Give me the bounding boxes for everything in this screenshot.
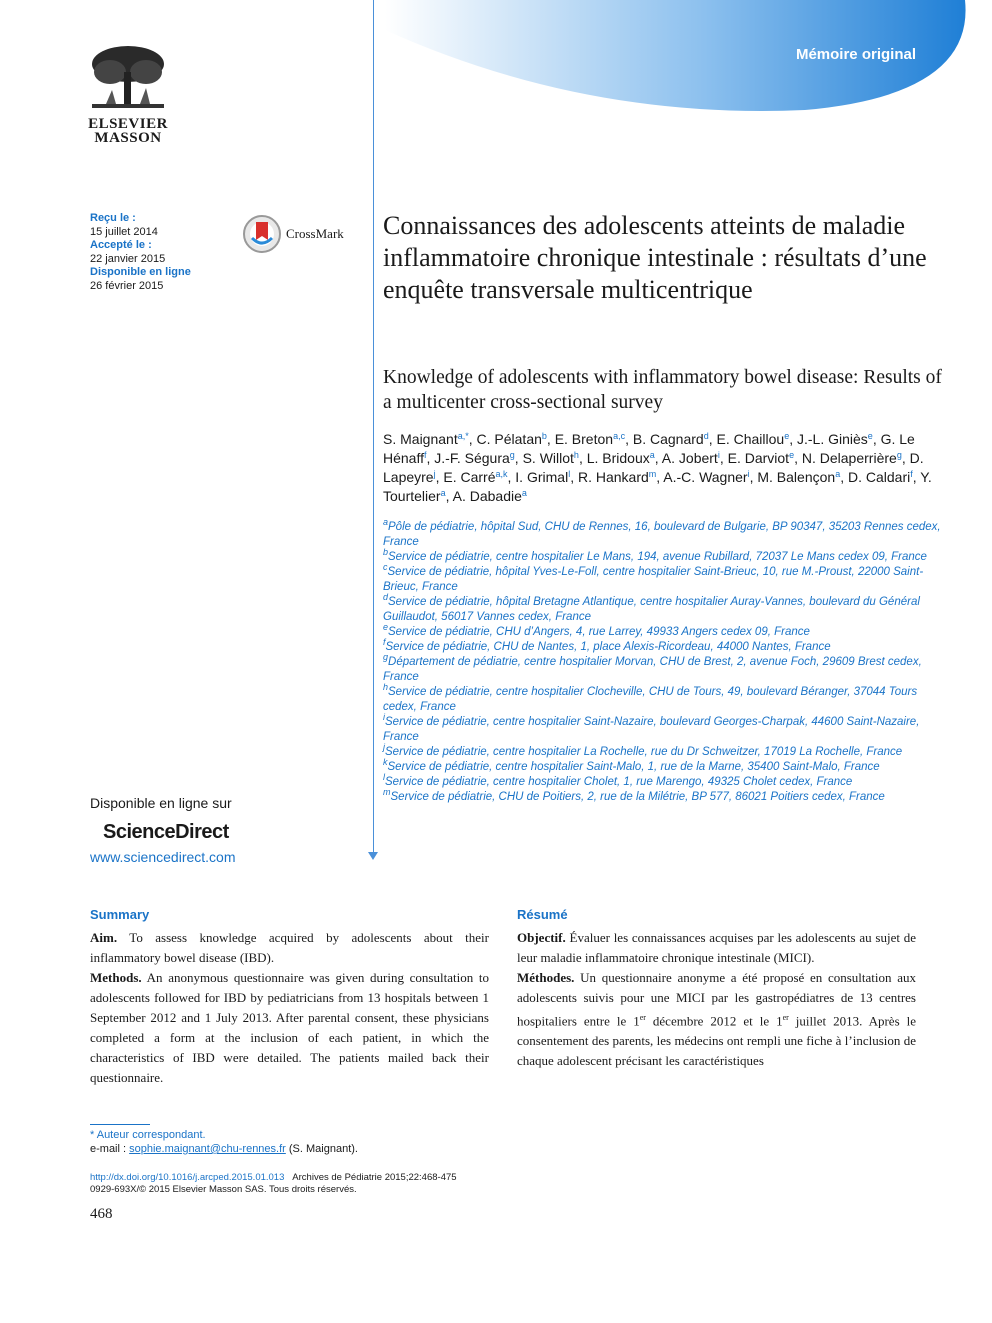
affiliation-item [383, 637, 943, 655]
article-title: Connaissances des adolescents atteints de maladie inflammatoire chronique intestinale : résultats d’une enquête transversale multicentrique [383, 211, 927, 304]
author-affiliation-mark: g [896, 450, 902, 460]
summary-heading: Summary [90, 907, 150, 922]
divider-arrow-icon [368, 852, 378, 860]
author-name: L. Bridoux [586, 450, 650, 466]
accepted-label: Accepté le : [90, 239, 152, 251]
author-name: I. Grimal [515, 469, 569, 485]
affiliation-item [383, 562, 943, 595]
author-name: S. Maignant [383, 431, 458, 447]
author-affiliation-mark: e [789, 450, 795, 460]
methodes-text-b: décembre 2012 et le 1 [645, 1013, 783, 1029]
objectif-text: Évaluer les connaissances acquises par les adolescents au sujet de leur maladie inflammatoire chronique intestinale (MICI). [517, 930, 916, 965]
affiliation-text: Service de pédiatrie, centre hospitalier Le Mans, 194, avenue Rubillard, 72037 Le Mans cedex 09, France [388, 551, 927, 563]
affiliation-item [383, 592, 943, 625]
author-affiliation-mark: e [867, 431, 873, 441]
received-date: 15 juillet 2014 [90, 225, 158, 238]
sciencedirect-logo: ScienceDirect [103, 821, 229, 843]
author-affiliation-mark: i [747, 469, 750, 479]
affiliation-item [383, 622, 943, 640]
available-online-label: Disponible en ligne sur [90, 795, 232, 811]
author-name: Y. Tourtelier [383, 469, 932, 504]
online-date: 26 février 2015 [90, 279, 164, 292]
resume-body [517, 928, 916, 1071]
author-name: S. Willot [522, 450, 574, 466]
author-affiliation-mark: e [784, 431, 790, 441]
author-affiliation-mark: f [424, 450, 427, 460]
header-banner [385, 0, 992, 120]
author-name: G. Le Hénaff [383, 431, 915, 466]
author-affiliation-mark: a [521, 488, 527, 498]
affiliation-mark: i [383, 712, 385, 722]
author-affiliation-mark: a,* [457, 431, 469, 441]
affiliation-item [383, 682, 943, 715]
author-affiliation-mark: a [835, 469, 841, 479]
affiliation-mark: b [383, 547, 389, 557]
affiliation-item [383, 652, 943, 685]
publisher-name: ELSEVIER [88, 116, 168, 132]
author-affiliation-mark: j [433, 469, 436, 479]
author-affiliation-mark: a [440, 488, 446, 498]
author-name: J.-F. Ségura [434, 450, 510, 466]
affiliation-item [383, 712, 943, 745]
author-name: R. Hankard [577, 469, 649, 485]
article-type-label: Mémoire original [795, 46, 916, 63]
affiliation-text: Service de pédiatrie, centre hospitalier Saint-Nazaire, boulevard Georges-Charpak, 44600 Saint-Nazaire, France [383, 716, 920, 743]
author-name: N. Delaperrière [801, 450, 897, 466]
methodes-label: Méthodes. [517, 970, 575, 985]
affiliation-mark: f [383, 637, 386, 647]
affiliation-text: Service de pédiatrie, centre hospitalier Cholet, 1, rue Marengo, 49325 Cholet cedex, France [385, 776, 853, 788]
resume-heading: Résumé [517, 907, 568, 922]
author-name: E. Carré [443, 469, 496, 485]
author-name: J.-L. Giniès [796, 431, 868, 447]
affiliation-mark: k [383, 757, 388, 767]
affiliation-mark: d [383, 592, 389, 602]
affiliation-mark: m [383, 787, 391, 797]
footnote-rule [90, 1124, 150, 1125]
author-name: A. Dabadie [452, 488, 522, 504]
methodes-sup-2: er [782, 1013, 789, 1022]
author-name: D. Caldari [847, 469, 911, 485]
affiliation-text: Pôle de pédiatrie, hôpital Sud, CHU de Rennes, 16, boulevard de Bulgarie, BP 90347, 35203 Rennes cedex, France [383, 521, 941, 548]
affiliation-mark: j [383, 742, 385, 752]
methodes-sup-1: er [639, 1013, 646, 1022]
author-list: S. Maignant$^{a,*}$, C. Pélatan$^b$, E. Breton$^{a,c}$, B. Cagnard$^d$, E. Chaillou$^e$, J.-L. Giniès$^e$, G. Le Hénaff$^f$, J.-F. Ségura$^g$, S. Willot$^h$, L. Bridoux$^a$, A. Jobert$^i$, E. Darviot$^e$, N. Delaperrière$^g$, D. Lapeyre$^j$, E. Carré$^{a,k}$, I. Grimal$^l$, R. Hankard$^m$, A.-C. Wagner$^i$, M. Balençon$^a$, D. Caldari$^f$, Y. Tourtelier$^a$, A. Dabadie$^a$ [383, 431, 932, 504]
author-affiliation-mark: a,c [613, 431, 626, 441]
email-label: e-mail : [90, 1143, 130, 1155]
publisher-imprint: MASSON [94, 130, 162, 146]
affiliation-text: Service de pédiatrie, centre hospitalier Clocheville, CHU de Tours, 49, boulevard Béranger, 37044 Tours cedex, France [383, 686, 918, 713]
author-affiliation-mark: f [910, 469, 913, 479]
affiliation-text: Service de pédiatrie, centre hospitalier Saint-Malo, 1, rue de la Marne, 35400 Saint-Malo, France [387, 761, 880, 773]
page-number: 468 [90, 1206, 113, 1222]
journal-citation: Archives de Pédiatrie 2015;22:468-475 [292, 1172, 457, 1183]
aim-label: Aim. [90, 930, 118, 945]
affiliation-mark: h [383, 682, 389, 692]
affiliation-text: Service de pédiatrie, hôpital Yves-Le-Foll, centre hospitalier Saint-Brieuc, 10, rue M.-Proust, 22000 Saint-Brieuc, France [383, 566, 924, 593]
author-affiliation-mark: g [509, 450, 515, 460]
author-affiliation-mark: h [573, 450, 579, 460]
author-name: E. Darviot [727, 450, 790, 466]
elsevier-logo [78, 42, 178, 154]
corresponding-author-note: * Auteur correspondant. [90, 1129, 206, 1141]
affiliation-text: Service de pédiatrie, CHU de Nantes, 1, place Alexis-Ricordeau, 44000 Nantes, France [385, 641, 831, 653]
affiliation-item [383, 547, 943, 565]
affiliation-item [383, 742, 943, 760]
copyright: 0929-693X/© 2015 Elsevier Masson SAS. Tous droits réservés. [90, 1184, 357, 1195]
author-affiliation-mark: d [703, 431, 709, 441]
summary-body [90, 928, 489, 1088]
author-name: E. Chaillou [716, 431, 785, 447]
methodes-text-c: juillet 2013. Après le consentement des parents, les médecins ont rempli une fiche à l’inclusion de chaque adolescent précisant les caractéristiques [517, 1013, 916, 1069]
sciencedirect-link[interactable]: www.sciencedirect.com [90, 849, 236, 865]
author-affiliation-mark: l [568, 469, 571, 479]
affiliation-mark: l [383, 772, 385, 782]
footnote [90, 1128, 358, 1156]
crossmark-label: CrossMark [286, 226, 344, 241]
author-name: C. Pélatan [476, 431, 542, 447]
received-label: Reçu le : [90, 212, 136, 224]
crossmark-icon [242, 214, 282, 254]
methods-label: Methods. [90, 970, 142, 985]
email-suffix: (S. Maignant). [285, 1143, 358, 1155]
affiliation-list [383, 517, 943, 805]
affiliation-text: Service de pédiatrie, hôpital Bretagne Atlantique, centre hospitalier Auray-Vannes, boulevard du Général Guillaudot, 56017 Vannes cedex, France [383, 596, 920, 623]
methods-text: An anonymous questionnaire was given during consultation to adolescents followed for IBD by pediatricians from 13 hospitals between 1 September 2012 and 1 July 2013. After parental consent, these physicians completed a form at the inclusion of each patient, in which the characteristics of IBD were detailed. The patients mailed back their questionnaire. [90, 970, 489, 1085]
author-affiliation-mark: m [648, 469, 657, 479]
affiliation-mark: g [383, 652, 389, 662]
affiliation-mark: e [383, 622, 389, 632]
divider-line [373, 0, 374, 858]
affiliation-mark: a [383, 517, 389, 527]
author-name: E. Breton [554, 431, 614, 447]
affiliation-text: Service de pédiatrie, centre hospitalier La Rochelle, rue du Dr Schweitzer, 17019 La Rochelle, France [385, 746, 903, 758]
affiliation-text: Service de pédiatrie, CHU de Poitiers, 2, rue de la Milétrie, BP 577, 86021 Poitiers cedex, France [390, 791, 885, 803]
doi-link[interactable]: http://dx.doi.org/10.1016/j.arcped.2015.01.013 [90, 1172, 285, 1183]
author-affiliation-mark: a,k [495, 469, 508, 479]
affiliation-text: Service de pédiatrie, CHU d’Angers, 4, rue Larrey, 49933 Angers cedex 09, France [388, 626, 810, 638]
crossmark-badge[interactable] [242, 214, 344, 254]
author-name: M. Balençon [757, 469, 836, 485]
author-name: A.-C. Wagner [663, 469, 748, 485]
author-name: D. Lapeyre [383, 450, 924, 485]
footer-block [90, 1172, 457, 1196]
affiliation-mark: c [383, 562, 388, 572]
online-label: Disponible en ligne [90, 266, 191, 278]
author-name: B. Cagnard [632, 431, 704, 447]
affiliation-item [383, 772, 943, 790]
author-affiliation-mark: a [649, 450, 655, 460]
email-link[interactable]: sophie.maignant@chu-rennes.fr [129, 1143, 286, 1155]
author-affiliation-mark: b [541, 431, 547, 441]
methodes-text-a: Un questionnaire anonyme a été proposé en consultation aux adolescents suivis pour une MICI par les gastropédiatres de 13 centres hospitaliers entre le 1 [517, 970, 916, 1029]
affiliation-item [383, 517, 943, 550]
article-subtitle: Knowledge of adolescents with inflammatory bowel disease: Results of a multicenter cross-sectional survey [383, 367, 942, 413]
author-name: A. Jobert [661, 450, 718, 466]
objectif-label: Objectif. [517, 930, 566, 945]
affiliation-item [383, 757, 943, 775]
affiliation-item [383, 787, 943, 805]
affiliation-text: Département de pédiatrie, centre hospitalier Morvan, CHU de Brest, 2, avenue Foch, 29609 Brest cedex, France [383, 656, 922, 683]
aim-text: To assess knowledge acquired by adolescents about their inflammatory bowel disease (IBD). [90, 930, 489, 965]
article-dates [90, 212, 191, 293]
author-affiliation-mark: i [717, 450, 720, 460]
accepted-date: 22 janvier 2015 [90, 252, 166, 265]
tree-icon [88, 42, 168, 112]
